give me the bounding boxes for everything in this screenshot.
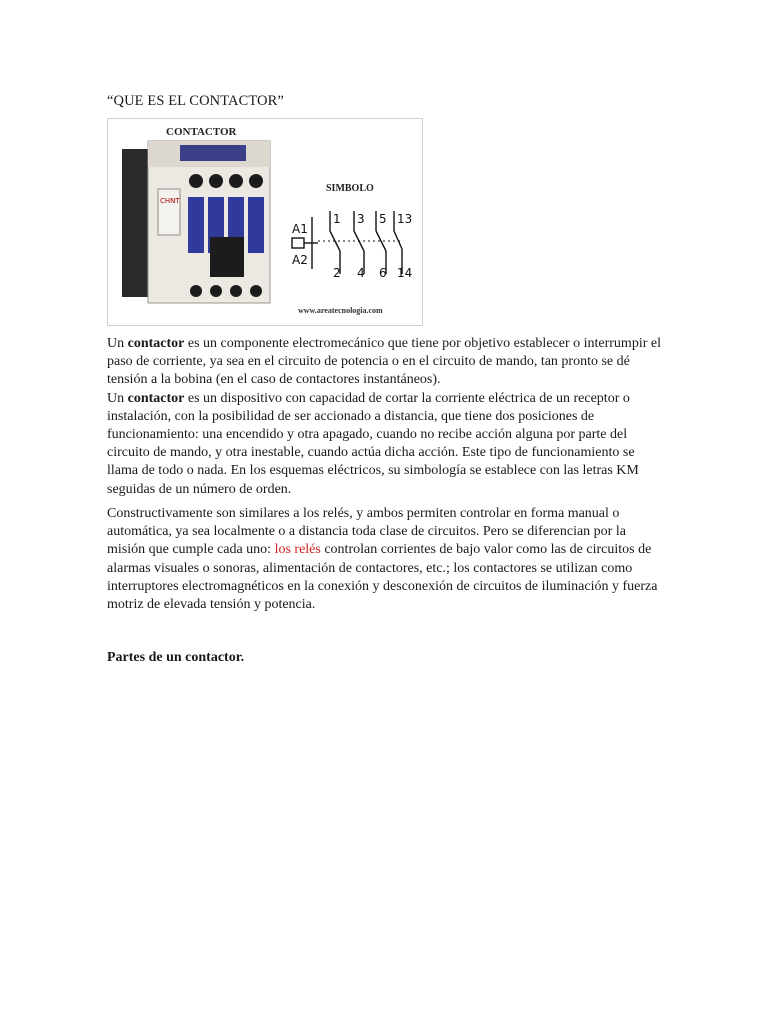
coil-label-bottom: A2	[292, 253, 308, 267]
contact-label-top: 1	[333, 212, 341, 226]
contact-label-bottom: 6	[379, 266, 387, 280]
reles-link[interactable]: los relés	[271, 542, 321, 558]
contact-label-top: 13	[397, 212, 413, 226]
brand-label: CHNT	[160, 197, 180, 205]
figure-website: www.areatecnologia.com	[298, 306, 383, 315]
text-span: controlan corrientes de bajo valor como las de circuitos de alarmas visuales o sonoras, alimentación de contactores, etc.; los contactores se utilizan como interruptores electromagnéticos en la conexión y desconexión de circuitos de iluminación y fuerza motriz de elevada tensión y potencia.	[107, 542, 658, 613]
text-span: Constructivamente son similares a los relés, y ambos permiten controlar en forma manual o automática, ya sea localmente o a distancia toda clase de circuitos. Pero se diferencian por la misión que cumple cada uno:	[107, 506, 626, 558]
paragraph-definition	[107, 335, 662, 499]
contactor-illustration	[108, 119, 422, 325]
contactor-photo	[122, 141, 270, 303]
contact-label-top: 5	[379, 212, 387, 226]
text-span: Un	[107, 390, 128, 406]
figure-label-simbolo: SIMBOLO	[326, 183, 374, 194]
bold-term: contactor	[127, 390, 185, 406]
page-title: “QUE ES EL CONTACTOR”	[107, 93, 284, 109]
paragraph-comparison	[107, 505, 662, 614]
contact-label-bottom: 14	[397, 266, 413, 280]
contact-label-bottom: 4	[357, 266, 365, 280]
contactor-figure	[107, 118, 423, 326]
text-span: es un componente electromecánico que tiene por objetivo establecer o interrumpir el paso de corriente, ya sea en el circuito de potencia o en el circuito de mando, tan pronto se dé tensión a la bobina (en el caso de contactores instantáneos).	[107, 336, 661, 388]
text-span: es un dispositivo con capacidad de cortar la corriente eléctrica de un receptor o instalación, con la posibilidad de ser accionado a distancia, que tiene dos posiciones de funcionamiento: una encendido y otra apagado, cuando no recibe acción alguna por parte del circuito de mando, y otra inestable, cuando actúa dicha acción. Este tipo de funcionamiento se llama de todo o nada. En los esquemas eléctricos, su simbología se establece con las letras KM seguidas de un número de orden.	[107, 390, 639, 497]
bold-term: contactor	[127, 336, 185, 351]
coil-label-top: A1	[292, 222, 308, 236]
contact-label-top: 3	[357, 212, 365, 226]
figure-label-contactor: CONTACTOR	[166, 126, 237, 138]
section-subheading: Partes de un contactor.	[107, 650, 245, 665]
contact-label-bottom: 2	[333, 266, 341, 280]
text-span: Un	[107, 336, 128, 351]
